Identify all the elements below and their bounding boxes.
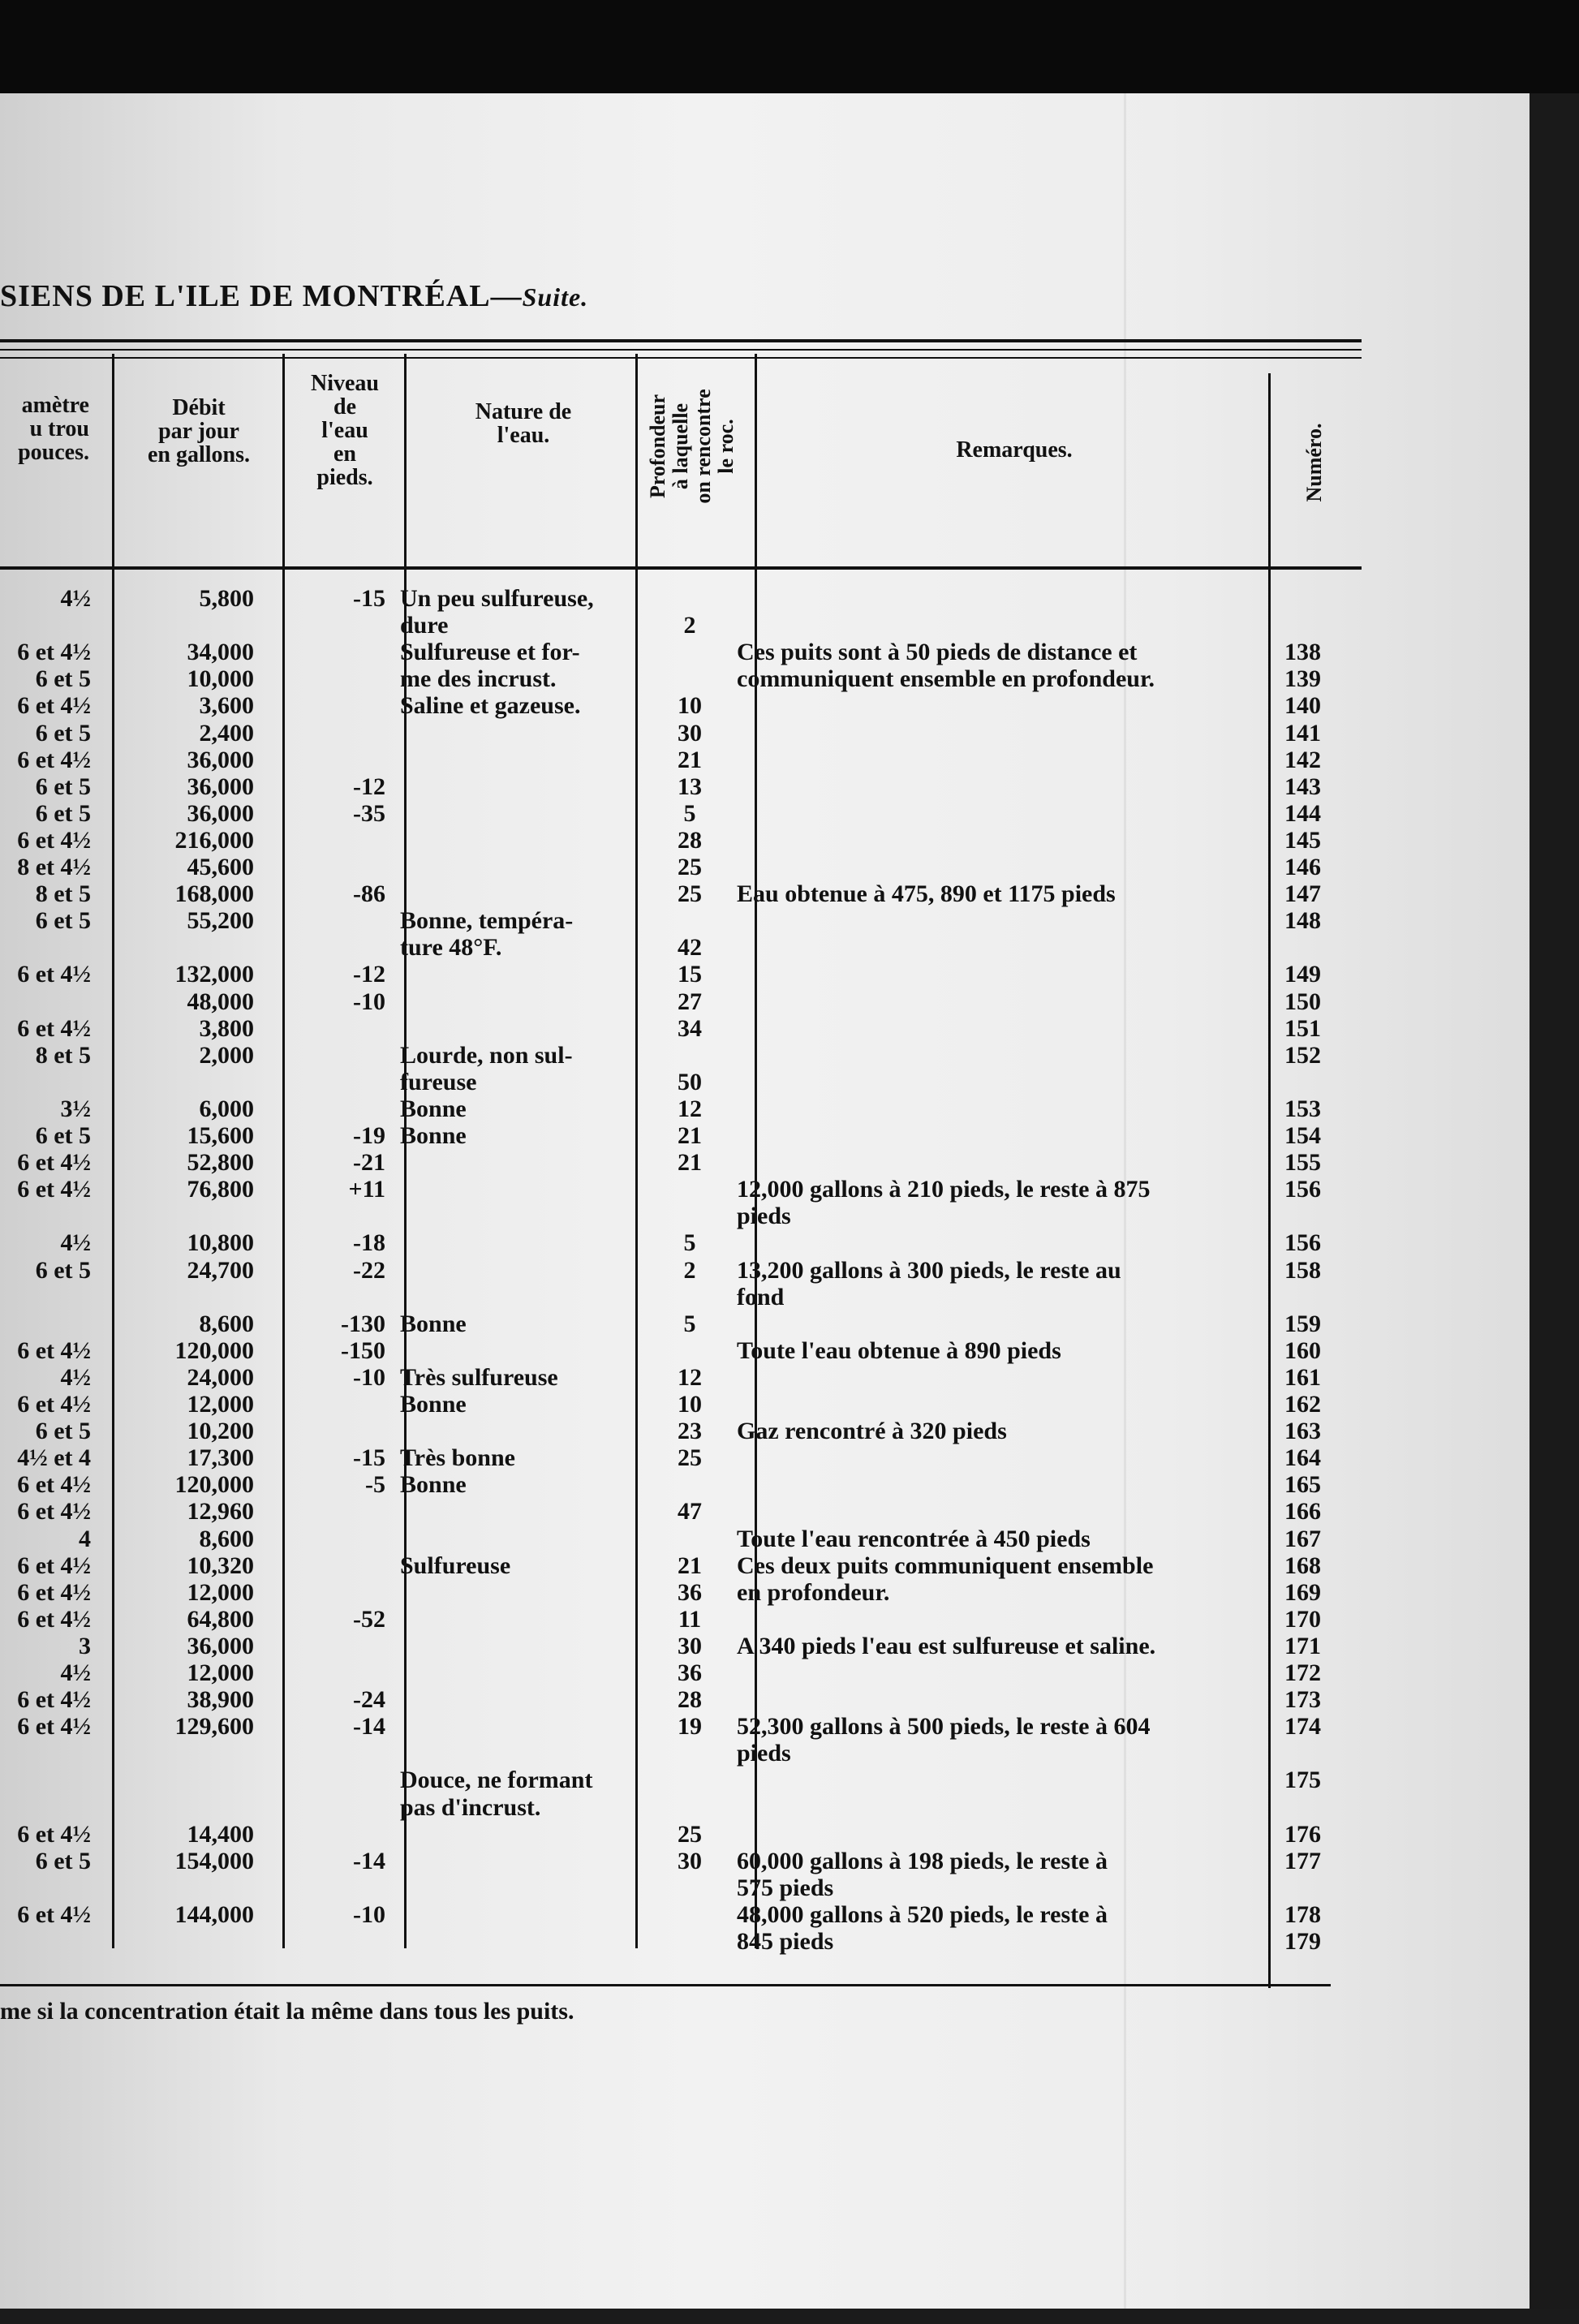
cell-diam: 4½ <box>60 586 91 612</box>
header-diametre: amètre u trou pouces. <box>18 393 89 465</box>
cell-debit: 120,000 <box>174 1337 254 1364</box>
col-divider-2 <box>282 354 285 1948</box>
cell-num: 160 <box>1284 1337 1321 1364</box>
cell-rem: pieds <box>737 1203 791 1230</box>
cell-num: 166 <box>1284 1499 1321 1526</box>
cell-prof: 36 <box>678 1579 702 1606</box>
cell-num: 143 <box>1284 773 1321 800</box>
cell-diam: 6 et 4½ <box>17 1472 91 1499</box>
cell-prof: 25 <box>678 1821 702 1848</box>
cell-diam: 6 et 4½ <box>17 1392 91 1418</box>
cell-prof: 42 <box>678 935 702 962</box>
cell-debit: 6,000 <box>199 1095 254 1122</box>
cell-niveau: -86 <box>353 881 385 908</box>
cell-diam: 6 et 4½ <box>17 1015 91 1042</box>
cell-rem: Toute l'eau obtenue à 890 pieds <box>737 1337 1061 1364</box>
cell-num: 168 <box>1284 1552 1321 1579</box>
cell-diam: 3 <box>79 1633 91 1659</box>
cell-num: 158 <box>1284 1257 1321 1284</box>
cell-num: 155 <box>1284 1150 1321 1177</box>
cell-rem: 60,000 gallons à 198 pieds, le reste à <box>737 1848 1108 1874</box>
cell-debit: 76,800 <box>187 1177 254 1203</box>
cell-niveau: -21 <box>353 1150 385 1177</box>
cell-num: 138 <box>1284 639 1321 666</box>
cell-niveau: -15 <box>353 586 385 612</box>
cell-debit: 129,600 <box>174 1714 254 1741</box>
cell-prof: 5 <box>683 1310 696 1337</box>
cell-num: 141 <box>1284 720 1321 747</box>
page-title <box>0 278 588 314</box>
page-title-main: SIENS DE L'ILE DE MONTRÉAL— <box>0 279 523 313</box>
cell-prof: 30 <box>678 1848 702 1874</box>
cell-num: 169 <box>1284 1579 1321 1606</box>
cell-diam: 6 et 4½ <box>17 962 91 988</box>
cell-prof: 50 <box>678 1069 702 1095</box>
cell-niveau: -12 <box>353 962 385 988</box>
cell-prof: 23 <box>678 1418 702 1445</box>
cell-debit: 24,700 <box>187 1257 254 1284</box>
cell-diam: 4 <box>79 1526 91 1552</box>
scan-top-border <box>0 0 1579 97</box>
cell-niveau: -5 <box>365 1472 385 1499</box>
cell-niveau: -14 <box>353 1714 385 1741</box>
cell-prof: 5 <box>683 800 696 827</box>
cell-num: 156 <box>1284 1177 1321 1203</box>
top-rule-thick <box>0 339 1362 342</box>
cell-niveau: -52 <box>353 1606 385 1633</box>
cell-diam: 8 et 5 <box>35 1042 91 1069</box>
cell-nature: dure <box>400 613 449 639</box>
cell-num: 152 <box>1284 1042 1321 1069</box>
col-divider-6 <box>1268 373 1271 1988</box>
cell-niveau: -18 <box>353 1230 385 1257</box>
cell-num: 167 <box>1284 1526 1321 1552</box>
cell-debit: 24,000 <box>187 1364 254 1391</box>
cell-prof: 10 <box>678 1392 702 1418</box>
cell-debit: 144,000 <box>174 1901 254 1928</box>
cell-niveau: -150 <box>341 1337 385 1364</box>
cell-nature: Bonne <box>400 1392 467 1418</box>
cell-diam: 6 et 5 <box>35 1257 91 1284</box>
cell-prof: 21 <box>678 747 702 773</box>
header-bottom-rule <box>0 566 1362 570</box>
cell-nature: Douce, ne formant <box>400 1767 593 1794</box>
cell-diam: 6 et 4½ <box>17 639 91 666</box>
cell-prof: 2 <box>683 613 696 639</box>
cell-prof: 25 <box>678 854 702 880</box>
cell-debit: 14,400 <box>187 1821 254 1848</box>
cell-prof: 12 <box>678 1095 702 1122</box>
cell-prof: 34 <box>678 1015 702 1042</box>
cell-debit: 154,000 <box>174 1848 254 1874</box>
cell-rem: 845 pieds <box>737 1929 834 1955</box>
header-numero: Numéro. <box>1302 423 1326 502</box>
cell-prof: 28 <box>678 1687 702 1714</box>
cell-niveau: -15 <box>353 1445 385 1472</box>
cell-prof: 5 <box>683 1230 696 1257</box>
cell-prof: 19 <box>678 1714 702 1741</box>
cell-niveau: -22 <box>353 1257 385 1284</box>
cell-num: 162 <box>1284 1392 1321 1418</box>
cell-debit: 3,600 <box>199 693 254 720</box>
cell-nature: Bonne <box>400 1123 467 1149</box>
cell-diam: 6 et 4½ <box>17 1177 91 1203</box>
cell-prof: 28 <box>678 827 702 854</box>
cell-diam: 6 et 4½ <box>17 1714 91 1741</box>
cell-rem: Gaz rencontré à 320 pieds <box>737 1418 1007 1445</box>
cell-rem: Toute l'eau rencontrée à 450 pieds <box>737 1526 1091 1552</box>
cell-num: 144 <box>1284 800 1321 827</box>
cell-rem: fond <box>737 1284 785 1310</box>
cell-diam: 6 et 5 <box>35 1418 91 1445</box>
cell-rem: en profondeur. <box>737 1579 890 1606</box>
cell-rem: pieds <box>737 1741 791 1767</box>
cell-prof: 30 <box>678 720 702 747</box>
cell-nature: ture 48°F. <box>400 935 502 962</box>
cell-niveau: -10 <box>353 988 385 1015</box>
cell-num: 148 <box>1284 908 1321 935</box>
table-bottom-rule <box>0 1984 1331 1986</box>
header-nature: Nature de l'eau. <box>475 399 572 448</box>
cell-diam: 3½ <box>60 1095 91 1122</box>
cell-nature: Un peu sulfureuse, <box>400 586 594 612</box>
cell-debit: 64,800 <box>187 1606 254 1633</box>
cell-diam: 6 et 5 <box>35 908 91 935</box>
cell-nature: Bonne, tempéra- <box>400 908 574 935</box>
cell-nature: me des incrust. <box>400 666 557 693</box>
cell-prof: 10 <box>678 693 702 720</box>
scan-bottom-border <box>0 2309 1579 2324</box>
cell-num: 153 <box>1284 1095 1321 1122</box>
cell-rem: Ces puits sont à 50 pieds de distance et <box>737 639 1138 666</box>
cell-rem: 13,200 gallons à 300 pieds, le reste au <box>737 1257 1121 1284</box>
cell-debit: 5,800 <box>199 586 254 612</box>
top-rule-thin <box>0 349 1362 351</box>
cell-diam: 6 et 5 <box>35 666 91 693</box>
cell-debit: 36,000 <box>187 773 254 800</box>
cell-debit: 12,000 <box>187 1660 254 1686</box>
cell-nature: Bonne <box>400 1310 467 1337</box>
header-profondeur: Profondeur à laquelle on rencontre le roc. <box>646 389 738 504</box>
cell-debit: 36,000 <box>187 1633 254 1659</box>
cell-num: 171 <box>1284 1633 1321 1659</box>
cell-niveau: -14 <box>353 1848 385 1874</box>
cell-num: 159 <box>1284 1310 1321 1337</box>
cell-prof: 25 <box>678 1445 702 1472</box>
cell-diam: 6 et 4½ <box>17 1150 91 1177</box>
cell-debit: 34,000 <box>187 639 254 666</box>
cell-diam: 6 et 4½ <box>17 1337 91 1364</box>
cell-num: 149 <box>1284 962 1321 988</box>
cell-diam: 6 et 4½ <box>17 1901 91 1928</box>
cell-debit: 52,800 <box>187 1150 254 1177</box>
cell-num: 139 <box>1284 666 1321 693</box>
cell-debit: 8,600 <box>199 1310 254 1337</box>
cell-rem: A 340 pieds l'eau est sulfureuse et saline. <box>737 1633 1156 1659</box>
cell-prof: 27 <box>678 988 702 1015</box>
col-divider-1 <box>112 354 114 1948</box>
cell-num: 165 <box>1284 1472 1321 1499</box>
cell-prof: 2 <box>683 1257 696 1284</box>
col-divider-5 <box>755 354 757 1948</box>
cell-rem: communiquent ensemble en profondeur. <box>737 666 1155 693</box>
cell-debit: 216,000 <box>174 827 254 854</box>
header-niveau: Niveau de l'eau en pieds. <box>311 371 379 490</box>
cell-niveau: -35 <box>353 800 385 827</box>
cell-diam: 4½ <box>60 1364 91 1391</box>
cell-prof: 21 <box>678 1552 702 1579</box>
cell-debit: 120,000 <box>174 1472 254 1499</box>
header-remarques: Remarques. <box>956 437 1073 463</box>
cell-rem: 52,300 gallons à 500 pieds, le reste à 604 <box>737 1714 1151 1741</box>
cell-prof: 15 <box>678 962 702 988</box>
cell-diam: 6 et 4½ <box>17 1606 91 1633</box>
cell-num: 173 <box>1284 1687 1321 1714</box>
cell-debit: 15,600 <box>187 1123 254 1149</box>
cell-prof: 21 <box>678 1150 702 1177</box>
cell-debit: 45,600 <box>187 854 254 880</box>
cell-nature: Très sulfureuse <box>400 1364 558 1391</box>
cell-num: 177 <box>1284 1848 1321 1874</box>
cell-debit: 12,000 <box>187 1579 254 1606</box>
cell-diam: 8 et 4½ <box>17 854 91 880</box>
cell-niveau: -10 <box>353 1901 385 1928</box>
cell-niveau: -24 <box>353 1687 385 1714</box>
cell-prof: 36 <box>678 1660 702 1686</box>
cell-debit: 10,000 <box>187 666 254 693</box>
cell-prof: 21 <box>678 1123 702 1149</box>
cell-nature: Sulfureuse et for- <box>400 639 580 666</box>
cell-niveau: -10 <box>353 1364 385 1391</box>
cell-rem: 48,000 gallons à 520 pieds, le reste à <box>737 1901 1108 1928</box>
cell-diam: 6 et 4½ <box>17 693 91 720</box>
cell-debit: 36,000 <box>187 747 254 773</box>
cell-debit: 168,000 <box>174 881 254 908</box>
cell-debit: 12,000 <box>187 1392 254 1418</box>
cell-diam: 4½ <box>60 1230 91 1257</box>
cell-rem: Ces deux puits communiquent ensemble <box>737 1552 1154 1579</box>
cell-num: 147 <box>1284 881 1321 908</box>
page-title-suite: Suite. <box>522 282 589 312</box>
cell-num: 178 <box>1284 1901 1321 1928</box>
cell-num: 156 <box>1284 1230 1321 1257</box>
cell-debit: 55,200 <box>187 908 254 935</box>
cell-diam: 6 et 4½ <box>17 1687 91 1714</box>
cell-rem: Eau obtenue à 475, 890 et 1175 pieds <box>737 881 1116 908</box>
header-debit: Débit par jour en gallons. <box>147 395 251 467</box>
cell-diam: 6 et 5 <box>35 1848 91 1874</box>
cell-prof: 11 <box>678 1606 702 1633</box>
cell-num: 175 <box>1284 1767 1321 1794</box>
cell-prof: 13 <box>678 773 702 800</box>
cell-debit: 10,800 <box>187 1230 254 1257</box>
cell-diam: 4½ et 4 <box>17 1445 91 1472</box>
cell-num: 174 <box>1284 1714 1321 1741</box>
cell-debit: 3,800 <box>199 1015 254 1042</box>
cell-num: 163 <box>1284 1418 1321 1445</box>
cell-num: 172 <box>1284 1660 1321 1686</box>
cell-num: 150 <box>1284 988 1321 1015</box>
cell-nature: fureuse <box>400 1069 477 1095</box>
col-divider-4 <box>635 354 638 1948</box>
cell-debit: 10,320 <box>187 1552 254 1579</box>
cell-debit: 12,960 <box>187 1499 254 1526</box>
cell-nature: Bonne <box>400 1472 467 1499</box>
cell-diam: 6 et 4½ <box>17 827 91 854</box>
cell-diam: 6 et 4½ <box>17 1552 91 1579</box>
cell-niveau: -130 <box>341 1310 385 1337</box>
cell-num: 142 <box>1284 747 1321 773</box>
cell-prof: 47 <box>678 1499 702 1526</box>
cell-diam: 6 et 5 <box>35 1123 91 1149</box>
cell-diam: 6 et 4½ <box>17 1821 91 1848</box>
cell-rem: 12,000 gallons à 210 pieds, le reste à 875 <box>737 1177 1151 1203</box>
cell-debit: 2,400 <box>199 720 254 747</box>
cell-debit: 36,000 <box>187 800 254 827</box>
cell-num: 170 <box>1284 1606 1321 1633</box>
cell-niveau: -19 <box>353 1123 385 1149</box>
cell-nature: Bonne <box>400 1095 467 1122</box>
cell-nature: Très bonne <box>400 1445 515 1472</box>
cell-debit: 8,600 <box>199 1526 254 1552</box>
cell-diam: 6 et 4½ <box>17 1499 91 1526</box>
cell-debit: 132,000 <box>174 962 254 988</box>
cell-debit: 2,000 <box>199 1042 254 1069</box>
cell-debit: 10,200 <box>187 1418 254 1445</box>
cell-diam: 6 et 5 <box>35 720 91 747</box>
cell-debit: 38,900 <box>187 1687 254 1714</box>
cell-prof: 30 <box>678 1633 702 1659</box>
cell-diam: 8 et 5 <box>35 881 91 908</box>
cell-nature: Sulfureuse <box>400 1552 511 1579</box>
cell-diam: 4½ <box>60 1660 91 1686</box>
cell-niveau: +11 <box>348 1177 385 1203</box>
cell-nature: Saline et gazeuse. <box>400 693 581 720</box>
cell-num: 146 <box>1284 854 1321 880</box>
scan-right-border <box>1530 93 1579 2324</box>
cell-diam: 6 et 5 <box>35 773 91 800</box>
cell-diam: 6 et 4½ <box>17 747 91 773</box>
cell-num: 154 <box>1284 1123 1321 1149</box>
cell-num: 179 <box>1284 1929 1321 1955</box>
cell-nature: pas d'incrust. <box>400 1794 541 1821</box>
cell-diam: 6 et 5 <box>35 800 91 827</box>
cell-nature: Lourde, non sul- <box>400 1042 573 1069</box>
footnote: me si la concentration était la même dans tous les puits. <box>0 1998 574 2025</box>
cell-debit: 48,000 <box>187 988 254 1015</box>
cell-num: 145 <box>1284 827 1321 854</box>
cell-prof: 12 <box>678 1364 702 1391</box>
cell-niveau: -12 <box>353 773 385 800</box>
cell-num: 140 <box>1284 693 1321 720</box>
cell-num: 164 <box>1284 1445 1321 1472</box>
cell-prof: 25 <box>678 881 702 908</box>
cell-num: 151 <box>1284 1015 1321 1042</box>
cell-num: 176 <box>1284 1821 1321 1848</box>
cell-diam: 6 et 4½ <box>17 1579 91 1606</box>
cell-num: 161 <box>1284 1364 1321 1391</box>
cell-debit: 17,300 <box>187 1445 254 1472</box>
cell-rem: 575 pieds <box>737 1874 834 1901</box>
